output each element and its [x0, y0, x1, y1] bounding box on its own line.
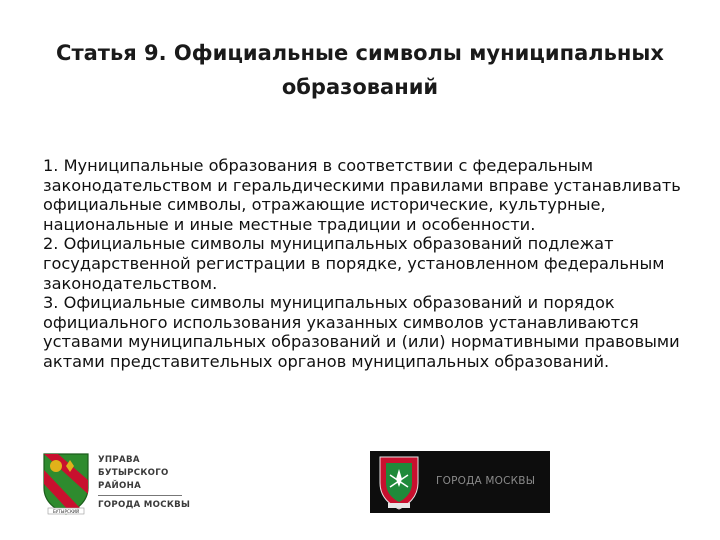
butyrsky-city-caption: ГОРОДА МОСКВЫ — [98, 500, 191, 510]
article-text — [43, 156, 688, 372]
butyrsky-caption — [98, 454, 169, 493]
butyrsky-logo — [40, 448, 200, 520]
article-paragraph-3: 3. Официальные символы муниципальных образований и порядок официального использования указанных символов устанавливаются уставами муниципальных образований и (или) нормативными правовыми актами представительных органов муниципальных образований. — [43, 293, 680, 371]
slide-title-line-1: Статья 9. Официальные символы муниципальных — [56, 41, 664, 65]
article-paragraph-1: 1. Муниципальные образования в соответствии с федеральным законодательством и геральдическими правилами вправе устанавливать официальные символы, отражающие исторические, культурные, национальные и иные местные традиции и особенности. — [43, 156, 681, 234]
logo-divider — [98, 495, 182, 496]
emblem-ribbon-text: БУТЫРСКИЙ — [52, 509, 80, 514]
district-logo — [370, 451, 550, 513]
butyrsky-caption-line-1: УПРАВА — [98, 455, 140, 465]
slide-title — [30, 36, 690, 104]
district-city-caption: ГОРОДА МОСКВЫ — [436, 475, 536, 487]
district-coat-of-arms-icon — [374, 453, 424, 511]
butyrsky-caption-line-3: РАЙОНА — [98, 481, 142, 491]
logos-row — [40, 448, 560, 520]
butyrsky-coat-of-arms-icon — [40, 450, 92, 516]
slide-title-line-2: образований — [281, 75, 439, 99]
article-paragraph-2: 2. Официальные символы муниципальных образований подлежат государственной регистрации в порядке, установленном федеральным законодательством. — [43, 234, 665, 293]
butyrsky-caption-line-2: БУТЫРСКОГО — [98, 468, 169, 478]
